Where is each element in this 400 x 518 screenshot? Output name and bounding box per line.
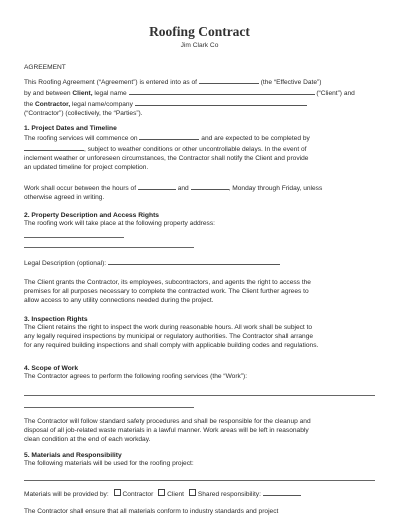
intro-line-3: the Contractor, legal name/company <box>24 99 375 110</box>
address-line-1[interactable] <box>24 237 124 238</box>
materials-line[interactable] <box>24 480 375 481</box>
start-date-field[interactable] <box>139 133 199 140</box>
section-3-heading: 3. Inspection Rights <box>24 316 88 323</box>
materials-provided-row: Materials will be provided by: Contractor Client Shared responsibility: <box>24 489 375 500</box>
section-project-dates: 1. Project Dates and Timeline The roofing services will commence on and are expected to be completed by , subject to weather conditions or other uncontrollable delays. In the event of inclement weather or unforeseen circumstances, the Contractor shall notify the Client and provide an updated timeline for project completion. Work shall occur between the hours of and , Monday through Friday, unless otherwise agreed in writing. <box>24 124 375 202</box>
address-line-2[interactable] <box>24 247 194 248</box>
client-checkbox[interactable] <box>158 489 165 496</box>
effective-date-field[interactable] <box>199 77 259 84</box>
scope-line-1[interactable] <box>24 395 375 396</box>
scope-line-2[interactable] <box>24 407 194 408</box>
work-start-time-field[interactable] <box>138 183 176 190</box>
shared-checkbox[interactable] <box>189 489 196 496</box>
contractor-checkbox[interactable] <box>114 489 121 496</box>
agreement-section <box>24 64 375 119</box>
company-name: Jim Clark Co <box>180 42 219 49</box>
section-5-heading: 5. Materials and Responsibility <box>24 452 122 459</box>
work-end-time-field[interactable] <box>191 183 229 190</box>
section-1-heading: 1. Project Dates and Timeline <box>24 125 117 132</box>
contractor-legal-name-field[interactable] <box>135 99 307 106</box>
shared-responsibility-field[interactable] <box>263 489 301 496</box>
section-materials: 5. Materials and Responsibility The following materials will be used for the roofing project: Materials will be provided by: Contractor Client Shared responsibility: The Contractor shall ensure that all materials conform to industry standards and project <box>24 451 375 517</box>
section-property: 2. Property Description and Access Rights The roofing work will take place at the following property address: Legal Description (optional): The Client grants the Contractor, its employees, subcontractors, and agents the right to access the premises for all purposes necessary to complete the contracted work. The Client further agrees to allow access to any utility connections needed during the project. <box>24 211 375 306</box>
agreement-label: AGREEMENT <box>24 64 66 71</box>
document-title: Roofing Contract <box>149 24 250 39</box>
intro-line-2: by and between Client, legal name (“Client”) and <box>24 89 355 97</box>
section-4-heading: 4. Scope of Work <box>24 365 79 372</box>
client-legal-name-field[interactable] <box>129 88 315 95</box>
section-2-heading: 2. Property Description and Access Rights <box>24 212 160 219</box>
legal-description-field[interactable] <box>108 258 280 265</box>
section-inspection: 3. Inspection Rights The Client retains the right to inspect the work during reasonable hours. All work shall be subject to any legally required inspections by municipal or regulatory authorities. The Contractor shall arrange for any required building inspections and shall comply with applicable building codes and regulations. <box>24 315 375 351</box>
completion-date-field[interactable] <box>24 144 84 151</box>
intro-line-4: (“Contractor”) (collectively, the “Parties”). <box>24 109 143 117</box>
intro-line-1: This Roofing Agreement (“Agreement”) is entered into as of (the “Effective Date”) <box>24 78 322 86</box>
section-scope: 4. Scope of Work The Contractor agrees to perform the following roofing services (the “Work”): The Contractor will follow standard safety procedures and shall be responsible for the cleanup and disposal of all job-related waste materials in a lawful manner. Work areas will be left in reasonably clean condition at the end of each workday. <box>24 364 375 445</box>
